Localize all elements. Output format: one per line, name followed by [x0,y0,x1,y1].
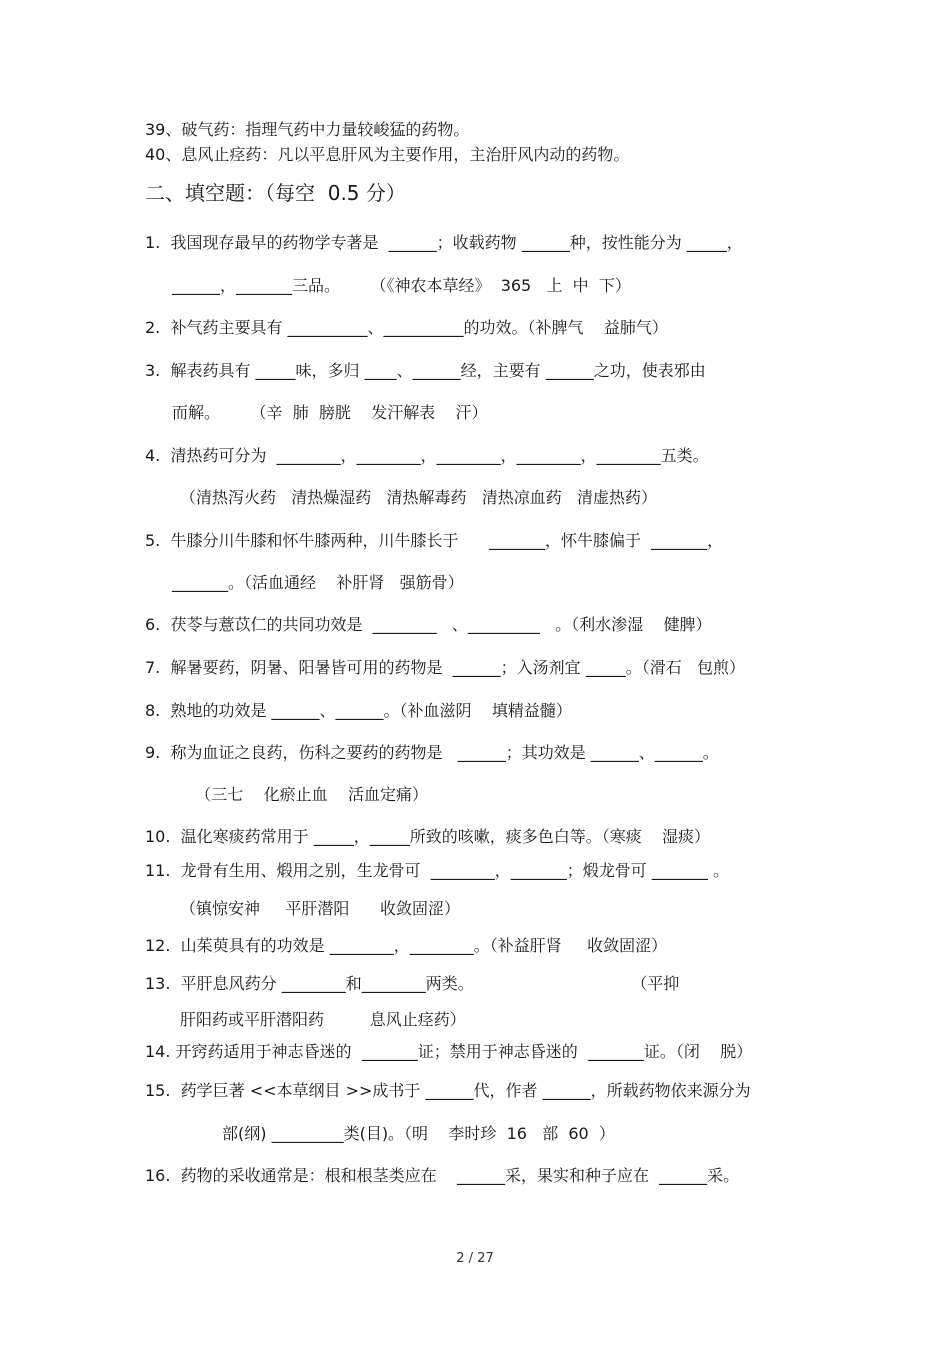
question-line: ______，_______三品。 （《神农本草经》 365 上 中 下） [172,276,631,295]
question-line: 3. 解表药具有 _____味，多归 ____、______经，主要有 ______之功，使表邪由 [145,361,706,380]
question-line: 5. 牛膝分川牛膝和怀牛膝两种，川牛膝长于 _______，怀牛膝偏于 _______， [145,531,724,550]
question-line: 2. 补气药主要具有 __________、__________的功效。（补脾气 益肺气） [145,318,668,337]
section-title: 二、填空题：（每空 0.5 分） [145,181,406,205]
definition-40: 40、息风止痉药：凡以平息肝风为主要作用，主治肝风内动的药物。 [145,145,630,164]
question-line: 15. 药学巨著 <<本草纲目 >>成书于 ______代，作者 ______，所载药物依来源分为 [145,1081,751,1100]
question-line: 16. 药物的采收通常是：根和根茎类应在 ______采，果实和种子应在 ______采。 [145,1166,740,1185]
question-line: （清热泻火药 清热燥湿药 清热解毒药 清热凉血药 清虚热药） [180,488,658,507]
question-line: 10. 温化寒痰药常用于 _____，_____所致的咳嗽，痰多色白等。（寒痰 湿痰） [145,827,711,846]
question-line: 8. 熟地的功效是 ______、______。（补血滋阴 填精益髓） [145,701,572,720]
question-line: 13. 平肝息风药分 ________和________两类。 （平抑 [145,974,680,993]
question-line: 11. 龙骨有生用、煅用之别，生龙骨可 ________，_______；煅龙骨可 _______ 。 [145,861,729,880]
question-line: 1. 我国现存最早的药物学专著是 ______；收载药物 ______种，按性能分为 _____， [145,233,743,252]
question-line: 4. 清热药可分为 ________，________，________，________，________五类。 [145,446,709,465]
question-line: 7. 解暑要药，阴暑、阳暑皆可用的药物是 ______；入汤剂宜 _____。（滑石 包煎） [145,658,745,677]
question-line: （三七 化瘀止血 活血定痛） [180,785,428,804]
question-line: 肝阳药或平肝潜阳药 息风止痉药） [180,1010,466,1029]
definition-39: 39、破气药：指理气药中力量较峻猛的药物。 [145,120,470,139]
question-line: 6. 茯苓与薏苡仁的共同功效是 ________ 、_________ 。（利水渗湿 健脾） [145,615,712,634]
question-line: _______。（活血通经 补肝肾 强筋骨） [172,573,464,592]
question-line: 12. 山茱萸具有的功效是 ________，________。（补益肝肾 收敛固涩） [145,936,668,955]
question-line: 部(纲) _________类(目)。（明 李时珍 16 部 60 ） [222,1124,615,1143]
question-line: 9. 称为血证之良药，伤科之要药的药物是 ______；其功效是 ______、______。 [145,743,719,762]
page-number: 2 / 27 [456,1251,494,1266]
question-line: （镇惊安神 平肝潜阳 收敛固涩） [180,899,460,918]
question-line: 而解。 （辛 肺 膀胱 发汗解表 汗） [172,403,488,422]
question-line: 14. 开窍药适用于神志昏迷的 _______证；禁用于神志昏迷的 _______证。（闭 脱） [145,1042,753,1061]
